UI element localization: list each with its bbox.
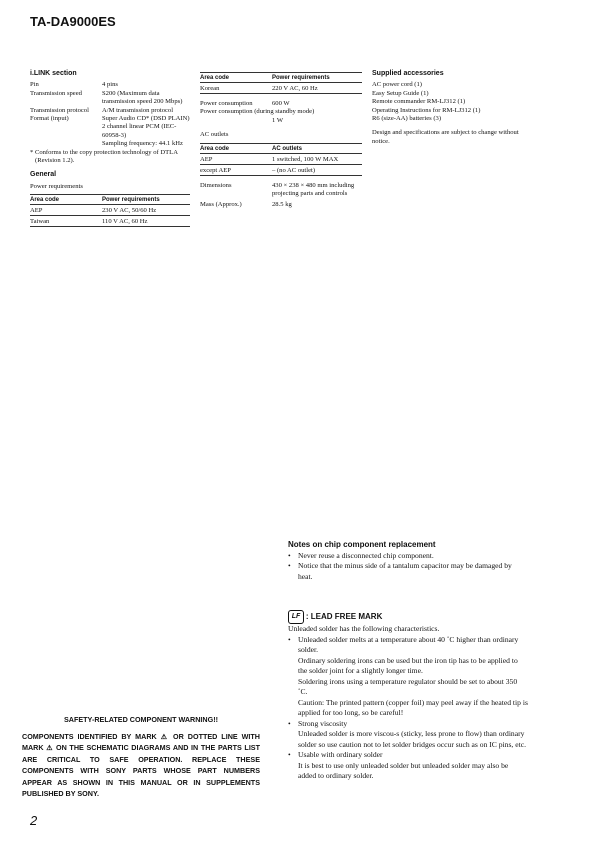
spec-row [30,140,190,148]
list-item: • Unleaded solder melts at a temperature about 40 ˚C higher than ordinary solder. [288,634,519,654]
page-number: 2 [30,813,38,828]
table-header-cell: Power requirements [102,197,160,204]
accessory-item: Easy Setup Guide (1) [372,89,429,97]
spec-label: Transmission speed [30,89,82,97]
list-item: • Usable with ordinary solder [288,750,383,759]
list-item: • Never reuse a disconnected chip component. [288,550,434,560]
table-cell: AEP [200,155,213,163]
table-cell: 1 switched, 100 W MAX [272,155,339,163]
table-row [30,216,190,227]
table-cell: AEP [30,207,43,215]
accessories-title: Supplied accessories [372,70,444,77]
safety-warning-body: COMPONENTS IDENTIFIED BY MARK ⚠ OR DOTTED LINE WITH MARK ⚠ ON THE SCHEMATIC DIAGRAMS AND IN THE PARTS LIST ARE CRITICAL TO SAFE OPERATION. REPLACE THESE COMPONENTS WITH SONY PARTS WHOSE PART NUMBERS APPEAR AS SHOWN IN THIS MANUAL OR IN SUPPLEMENTS PUBLISHED BY SONY. [22,731,260,798]
spec-value: 4 pins [102,81,118,89]
spec-label: Pin [30,81,39,89]
power-table-korean [200,72,362,94]
lead-free-intro: Unleaded solder has the following characteristics. [288,624,440,633]
table-header-cell: Area code [30,197,60,204]
spec-label: Format (input) [30,115,69,123]
lead-free-section [288,610,528,782]
table-cell: Korean [200,85,220,92]
spec-value: Super Audio CD* (DSD PLAIN) [102,115,190,123]
general-section-title: General [30,171,57,179]
spec-row [30,123,190,140]
spec-row [30,81,190,89]
accessory-item: Remote commander RM-LJ312 (1) [372,98,466,106]
spec-column-3 [372,70,537,146]
chip-notes-title: Notes on chip component replacement [288,540,436,549]
table-header-cell: AC outlets [272,145,302,152]
accessory-item: Operating Instructions for RM-LJ312 (1) [372,106,481,114]
spec-value: 430 × 238 × 480 mm including projecting parts and controls [272,181,355,198]
spec-value: 1 W [272,116,284,124]
spec-row [200,182,362,199]
spec-row [200,100,362,108]
spec-label: Mass (Approx.) [200,201,242,209]
paragraph: Soldering irons using a temperature regulator should be set to about 350 ˚C. [298,676,518,696]
spec-value: S200 (Maximum data transmission speed 200 Mbps) [102,89,183,106]
table-header-cell: Power requirements [272,75,330,81]
spec-row [30,90,190,107]
power-table-general [30,194,190,227]
spec-label: Power consumption (during standby mode) [200,108,315,116]
list-item: • Strong viscosity [288,718,348,728]
spec-value: 28.5 kg [272,201,292,209]
table-cell: 220 V AC, 60 Hz [272,85,318,92]
spec-value: 600 W [272,100,290,107]
lead-free-heading [288,610,528,624]
paragraph: It is best to use only unleaded solder but unleaded solder may also be added to ordinary solder. [298,760,509,780]
design-note: Design and specifications are subject to change without notice. [372,129,519,145]
table-header [30,194,190,205]
safety-warning-title: SAFETY-RELATED COMPONENT WARNING!! [64,715,218,724]
table-row [200,154,362,165]
list-item: • Notice that the minus side of a tantalum capacitor may be damaged by heat. [288,561,512,581]
spec-label: AC outlets [200,131,229,139]
spec-row [30,107,190,115]
spec-value: Sampling frequency: 44.1 kHz [102,140,183,148]
lead-free-icon: LF [288,610,304,624]
paragraph: Unleaded solder is more viscou-s (sticky, less prone to flow) than ordinary solder so use caution not to let solder bridges occur such as on IC pins, etc. [298,729,526,749]
table-cell: – (no AC outlet) [272,166,316,174]
table-header [200,72,362,83]
paragraph: Ordinary soldering irons can be used but the iron tip has to be applied to the solder joint for a slightly longer time. [298,655,518,675]
spec-row [200,201,362,209]
spec-label: Transmission protocol [30,106,89,114]
spec-value: 2 channel linear PCM (IEC-60958-3) [102,123,177,139]
table-cell: 110 V AC, 60 Hz [102,218,148,226]
table-header [200,143,362,154]
spec-label: Dimensions [200,181,232,189]
table-cell: 230 V AC, 50/60 Hz [102,207,157,215]
safety-warning [22,714,260,800]
spec-label: Power consumption [200,100,253,107]
footnote: * Conforms to the copy protection technology of DTLA (Revision 1.2). [30,148,178,165]
table-cell: Taiwan [30,218,50,226]
chip-notes [288,540,528,582]
model-title: TA-DA9000ES [30,14,116,29]
lead-free-title: : LEAD FREE MARK [305,611,383,621]
spec-row [30,115,190,123]
ilink-section-title: i.LINK section [30,70,77,77]
accessory-item: AC power cord (1) [372,81,422,89]
power-requirements-label: Power requirements [30,182,83,190]
table-row [200,83,362,94]
table-cell: except AEP [200,166,231,174]
spec-row [200,117,362,125]
spec-column-2 [200,72,362,210]
table-header-cell: Area code [200,145,230,152]
table-row [30,205,190,216]
ac-outlet-table [200,143,362,176]
spec-value: A/M transmission protocol [102,106,174,114]
caution-paragraph: Caution: The printed pattern (copper foil) may peel away if the heated tip is applied for too long, so be careful! [298,697,528,717]
table-row [200,165,362,176]
table-header-cell: Area code [200,75,230,81]
accessory-item: R6 (size-AA) batteries (3) [372,115,442,123]
spec-column-1 [30,70,190,227]
